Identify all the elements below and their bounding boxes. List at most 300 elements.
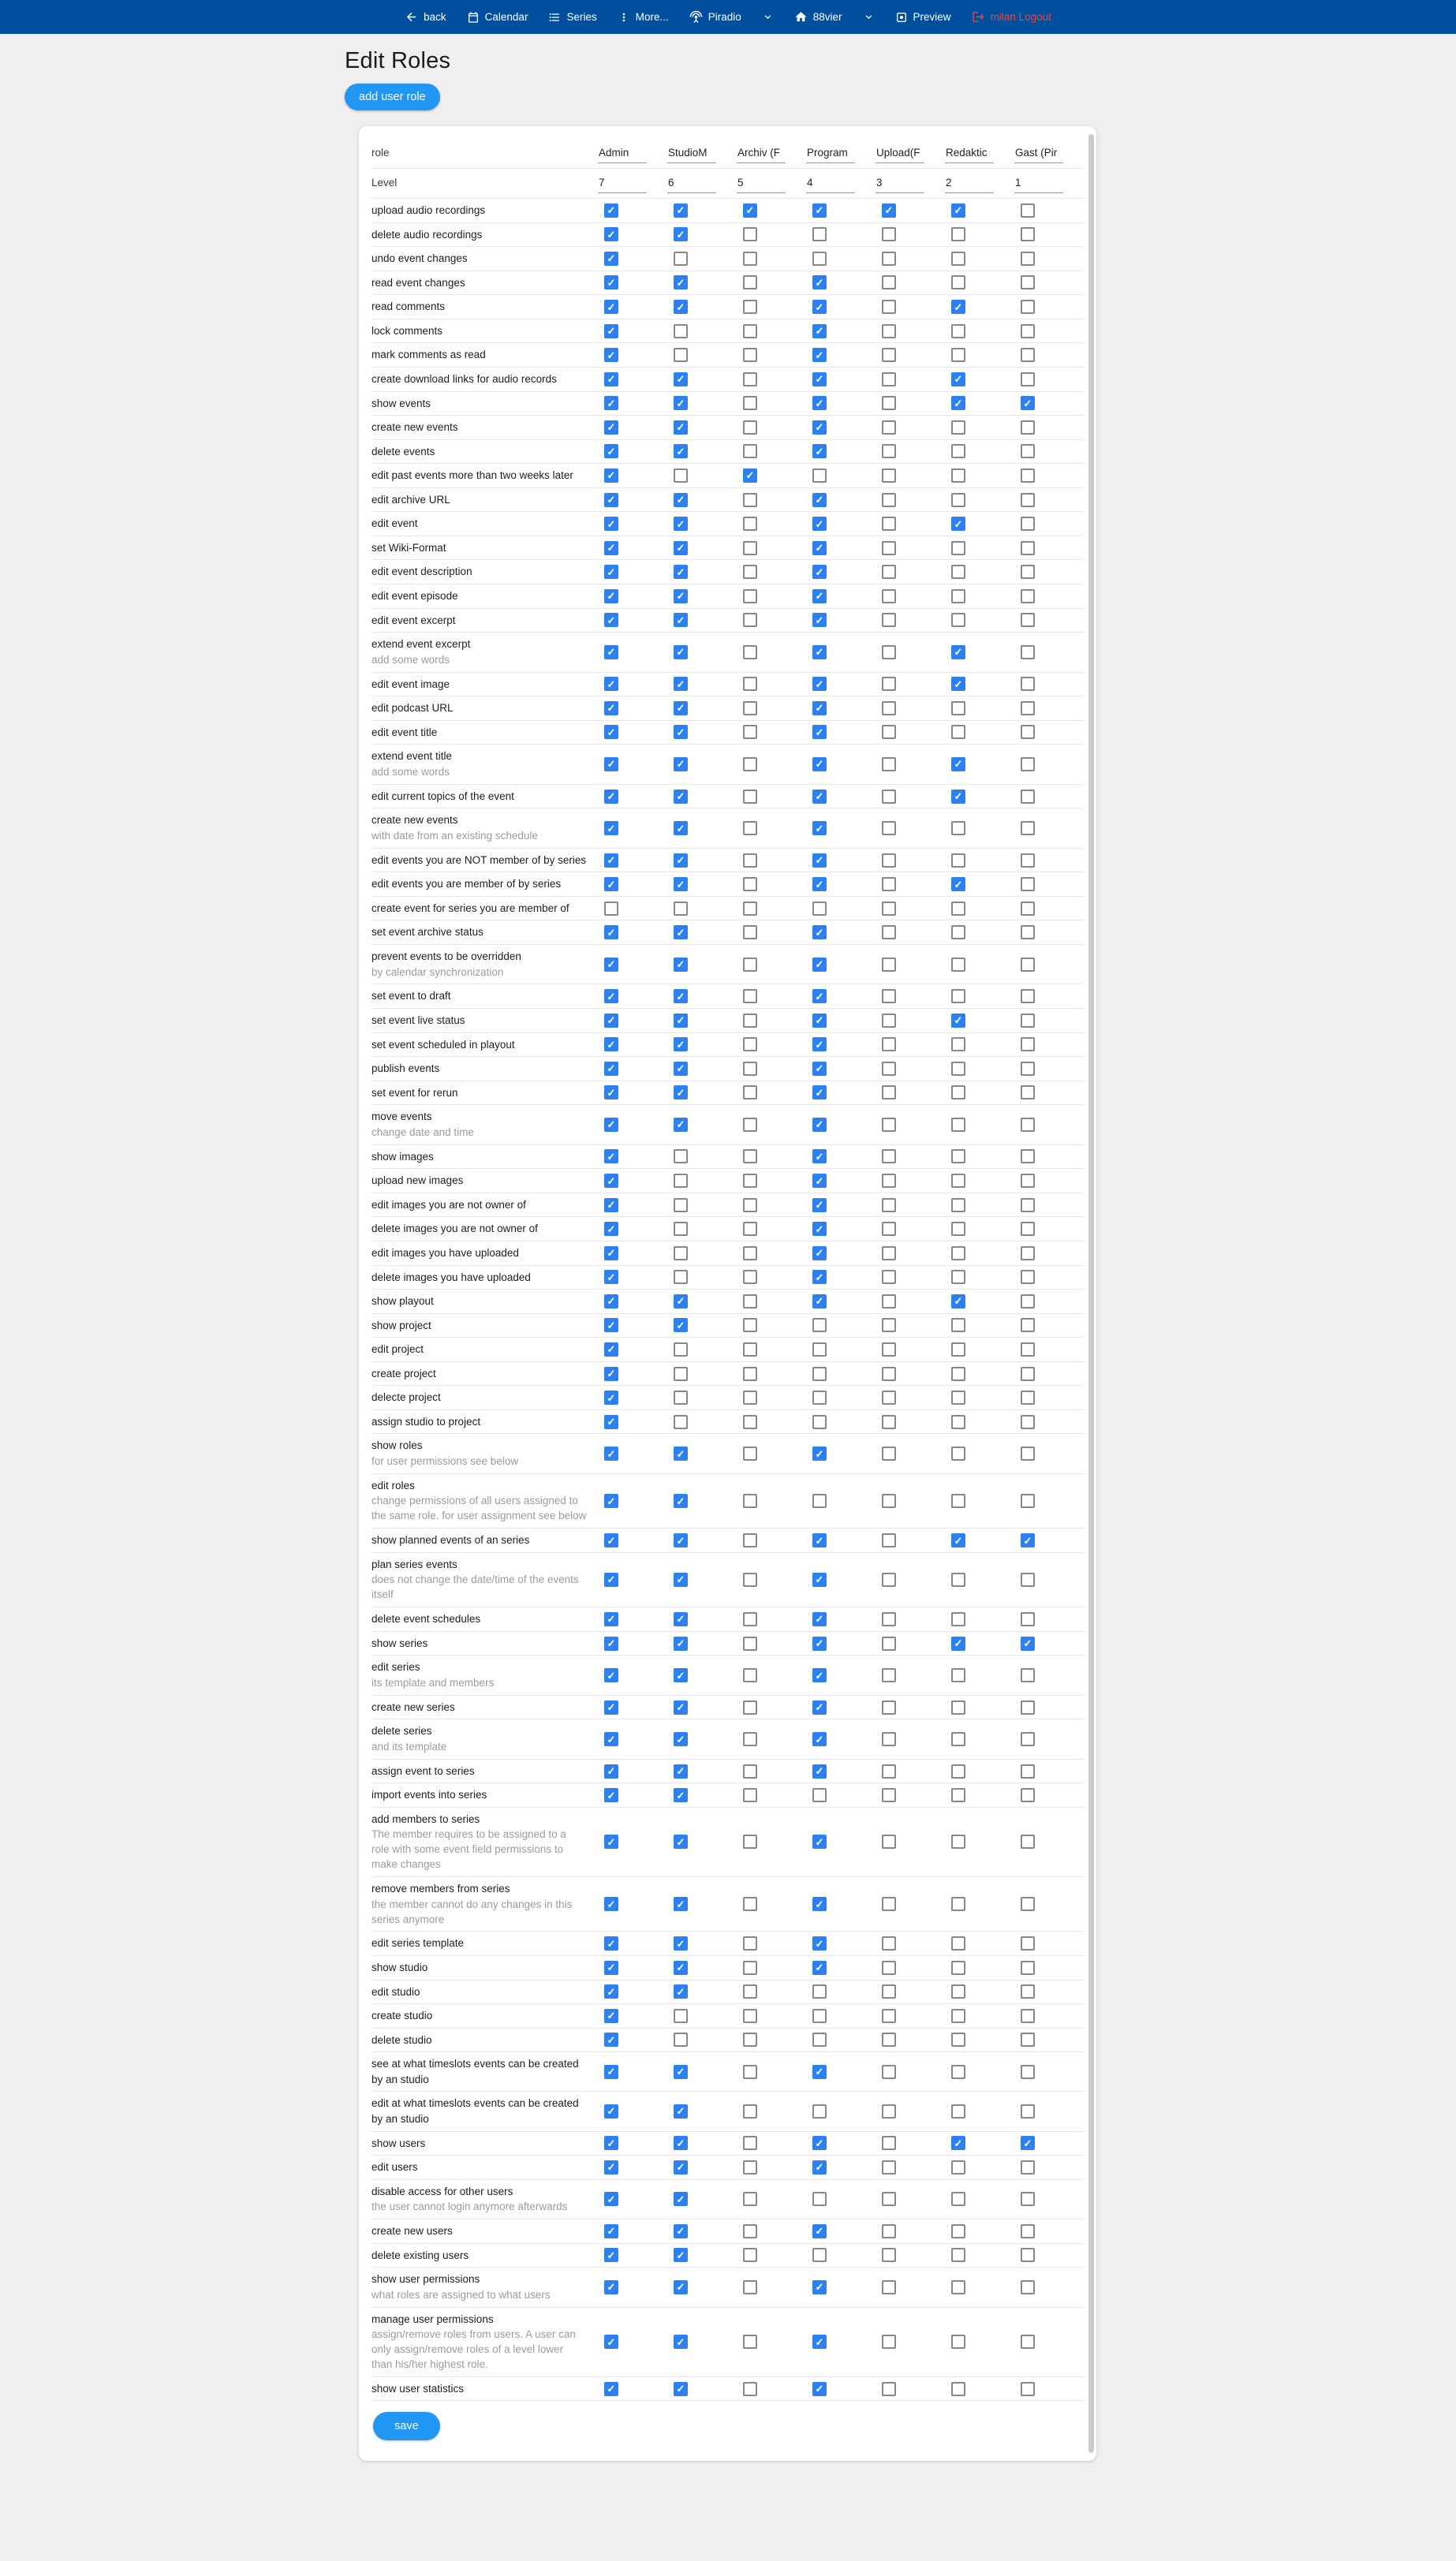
permission-checkbox[interactable] — [812, 1118, 827, 1132]
permission-checkbox[interactable] — [882, 1984, 896, 1999]
permission-checkbox[interactable] — [743, 1668, 757, 1682]
permission-checkbox[interactable] — [812, 517, 827, 531]
permission-checkbox[interactable] — [743, 1118, 757, 1132]
permission-checkbox[interactable] — [812, 958, 827, 972]
permission-checkbox[interactable] — [882, 203, 896, 218]
permission-checkbox[interactable] — [1021, 821, 1035, 835]
permission-checkbox[interactable] — [812, 2033, 827, 2047]
permission-checkbox[interactable] — [1021, 2280, 1035, 2294]
permission-checkbox[interactable] — [882, 1961, 896, 1975]
permission-checkbox[interactable] — [951, 902, 965, 916]
permission-checkbox[interactable] — [743, 1294, 757, 1308]
permission-checkbox[interactable] — [1021, 989, 1035, 1003]
permission-checkbox[interactable] — [674, 1936, 688, 1951]
permission-checkbox[interactable] — [674, 517, 688, 531]
permission-checkbox[interactable] — [951, 1367, 965, 1381]
permission-checkbox[interactable] — [674, 2009, 688, 2023]
permission-checkbox[interactable] — [604, 1198, 618, 1212]
permission-checkbox[interactable] — [951, 1612, 965, 1626]
permission-checkbox[interactable] — [812, 2009, 827, 2023]
permission-checkbox[interactable] — [743, 877, 757, 891]
permission-checkbox[interactable] — [674, 2160, 688, 2175]
permission-checkbox[interactable] — [882, 1342, 896, 1357]
permission-checkbox[interactable] — [1021, 1222, 1035, 1236]
nav-back[interactable] — [405, 10, 446, 24]
permission-checkbox[interactable] — [743, 1014, 757, 1028]
permission-checkbox[interactable] — [1021, 2224, 1035, 2238]
permission-checkbox[interactable] — [604, 1391, 618, 1405]
permission-checkbox[interactable] — [882, 1788, 896, 1802]
permission-checkbox[interactable] — [951, 877, 965, 891]
permission-checkbox[interactable] — [951, 853, 965, 868]
permission-checkbox[interactable] — [674, 396, 688, 410]
permission-checkbox[interactable] — [743, 1788, 757, 1802]
permission-checkbox[interactable] — [604, 2248, 618, 2262]
permission-checkbox[interactable] — [674, 203, 688, 218]
permission-checkbox[interactable] — [743, 324, 757, 338]
permission-checkbox[interactable] — [951, 324, 965, 338]
permission-checkbox[interactable] — [882, 1936, 896, 1951]
permission-checkbox[interactable] — [812, 2192, 827, 2206]
permission-checkbox[interactable] — [1021, 790, 1035, 804]
permission-checkbox[interactable] — [951, 2280, 965, 2294]
permission-checkbox[interactable] — [1021, 1367, 1035, 1381]
permission-checkbox[interactable] — [743, 1246, 757, 1260]
permission-checkbox[interactable] — [1021, 275, 1035, 289]
permission-checkbox[interactable] — [604, 1788, 618, 1802]
permission-checkbox[interactable] — [951, 2160, 965, 2175]
role-name-input[interactable] — [945, 145, 994, 163]
permission-checkbox[interactable] — [604, 1062, 618, 1076]
permission-checkbox[interactable] — [743, 1174, 757, 1188]
permission-checkbox[interactable] — [604, 2104, 618, 2119]
permission-checkbox[interactable] — [674, 493, 688, 507]
permission-checkbox[interactable] — [743, 1391, 757, 1405]
permission-checkbox[interactable] — [674, 989, 688, 1003]
permission-checkbox[interactable] — [674, 958, 688, 972]
permission-checkbox[interactable] — [882, 565, 896, 579]
permission-checkbox[interactable] — [882, 790, 896, 804]
permission-checkbox[interactable] — [674, 1391, 688, 1405]
permission-checkbox[interactable] — [1021, 2033, 1035, 2047]
permission-checkbox[interactable] — [882, 2104, 896, 2119]
permission-checkbox[interactable] — [951, 541, 965, 555]
permission-checkbox[interactable] — [1021, 2192, 1035, 2206]
permission-checkbox[interactable] — [882, 1415, 896, 1429]
permission-checkbox[interactable] — [674, 589, 688, 603]
permission-checkbox[interactable] — [604, 645, 618, 659]
permission-checkbox[interactable] — [882, 469, 896, 483]
permission-checkbox[interactable] — [812, 252, 827, 266]
permission-checkbox[interactable] — [674, 2033, 688, 2047]
vertical-scrollbar[interactable] — [1088, 134, 1094, 2453]
permission-checkbox[interactable] — [812, 1788, 827, 1802]
permission-checkbox[interactable] — [604, 877, 618, 891]
permission-checkbox[interactable] — [812, 2224, 827, 2238]
permission-checkbox[interactable] — [674, 1700, 688, 1715]
permission-checkbox[interactable] — [951, 1342, 965, 1357]
permission-checkbox[interactable] — [812, 989, 827, 1003]
permission-checkbox[interactable] — [951, 1700, 965, 1715]
permission-checkbox[interactable] — [951, 1294, 965, 1308]
permission-checkbox[interactable] — [743, 1897, 757, 1911]
permission-checkbox[interactable] — [743, 2280, 757, 2294]
permission-checkbox[interactable] — [812, 1318, 827, 1332]
permission-checkbox[interactable] — [743, 275, 757, 289]
permission-checkbox[interactable] — [743, 1198, 757, 1212]
permission-checkbox[interactable] — [951, 757, 965, 771]
permission-checkbox[interactable] — [743, 821, 757, 835]
permission-checkbox[interactable] — [812, 645, 827, 659]
permission-checkbox[interactable] — [674, 2224, 688, 2238]
permission-checkbox[interactable] — [743, 757, 757, 771]
permission-checkbox[interactable] — [882, 853, 896, 868]
permission-checkbox[interactable] — [812, 2335, 827, 2349]
permission-checkbox[interactable] — [743, 1732, 757, 1746]
permission-checkbox[interactable] — [604, 444, 618, 458]
permission-checkbox[interactable] — [812, 275, 827, 289]
permission-checkbox[interactable] — [674, 1637, 688, 1651]
permission-checkbox[interactable] — [674, 2382, 688, 2396]
permission-checkbox[interactable] — [882, 1367, 896, 1381]
permission-checkbox[interactable] — [951, 1415, 965, 1429]
permission-checkbox[interactable] — [812, 1198, 827, 1212]
permission-checkbox[interactable] — [674, 821, 688, 835]
permission-checkbox[interactable] — [1021, 420, 1035, 435]
permission-checkbox[interactable] — [604, 1700, 618, 1715]
nav-station[interactable] — [794, 10, 842, 24]
permission-checkbox[interactable] — [674, 1198, 688, 1212]
permission-checkbox[interactable] — [812, 1764, 827, 1779]
permission-checkbox[interactable] — [882, 677, 896, 691]
permission-checkbox[interactable] — [743, 2382, 757, 2396]
permission-checkbox[interactable] — [604, 541, 618, 555]
permission-checkbox[interactable] — [951, 1897, 965, 1911]
permission-checkbox[interactable] — [1021, 1668, 1035, 1682]
permission-checkbox[interactable] — [743, 203, 757, 218]
permission-checkbox[interactable] — [674, 853, 688, 868]
permission-checkbox[interactable] — [604, 1764, 618, 1779]
permission-checkbox[interactable] — [882, 645, 896, 659]
permission-checkbox[interactable] — [743, 1835, 757, 1849]
permission-checkbox[interactable] — [882, 2033, 896, 2047]
permission-checkbox[interactable] — [951, 613, 965, 627]
permission-checkbox[interactable] — [951, 1037, 965, 1051]
permission-checkbox[interactable] — [1021, 853, 1035, 868]
permission-checkbox[interactable] — [882, 1118, 896, 1132]
permission-checkbox[interactable] — [812, 1174, 827, 1188]
permission-checkbox[interactable] — [674, 1270, 688, 1284]
permission-checkbox[interactable] — [743, 1222, 757, 1236]
permission-checkbox[interactable] — [604, 1612, 618, 1626]
permission-checkbox[interactable] — [1021, 252, 1035, 266]
permission-checkbox[interactable] — [1021, 517, 1035, 531]
permission-checkbox[interactable] — [812, 1085, 827, 1099]
permission-checkbox[interactable] — [951, 2248, 965, 2262]
permission-checkbox[interactable] — [812, 348, 827, 362]
permission-checkbox[interactable] — [604, 725, 618, 739]
permission-checkbox[interactable] — [604, 821, 618, 835]
permission-checkbox[interactable] — [743, 2065, 757, 2079]
permission-checkbox[interactable] — [1021, 2104, 1035, 2119]
permission-checkbox[interactable] — [604, 958, 618, 972]
permission-checkbox[interactable] — [674, 877, 688, 891]
permission-checkbox[interactable] — [951, 396, 965, 410]
permission-checkbox[interactable] — [812, 1222, 827, 1236]
permission-checkbox[interactable] — [604, 1835, 618, 1849]
permission-checkbox[interactable] — [1021, 1014, 1035, 1028]
permission-checkbox[interactable] — [1021, 396, 1035, 410]
permission-checkbox[interactable] — [951, 275, 965, 289]
permission-checkbox[interactable] — [812, 1494, 827, 1508]
permission-checkbox[interactable] — [1021, 1270, 1035, 1284]
permission-checkbox[interactable] — [743, 1062, 757, 1076]
permission-checkbox[interactable] — [604, 469, 618, 483]
role-level-input[interactable] — [737, 175, 786, 193]
permission-checkbox[interactable] — [882, 1062, 896, 1076]
permission-checkbox[interactable] — [882, 1573, 896, 1587]
permission-checkbox[interactable] — [743, 589, 757, 603]
permission-checkbox[interactable] — [1021, 1149, 1035, 1163]
permission-checkbox[interactable] — [951, 1174, 965, 1188]
nav-calendar[interactable] — [467, 11, 528, 24]
permission-checkbox[interactable] — [674, 1174, 688, 1188]
permission-checkbox[interactable] — [604, 2009, 618, 2023]
permission-checkbox[interactable] — [743, 1573, 757, 1587]
permission-checkbox[interactable] — [604, 1936, 618, 1951]
permission-checkbox[interactable] — [882, 1085, 896, 1099]
permission-checkbox[interactable] — [812, 565, 827, 579]
permission-checkbox[interactable] — [882, 1897, 896, 1911]
permission-checkbox[interactable] — [882, 2160, 896, 2175]
permission-checkbox[interactable] — [1021, 2335, 1035, 2349]
permission-checkbox[interactable] — [604, 396, 618, 410]
permission-checkbox[interactable] — [604, 1573, 618, 1587]
permission-checkbox[interactable] — [604, 565, 618, 579]
permission-checkbox[interactable] — [674, 2192, 688, 2206]
permission-checkbox[interactable] — [674, 1014, 688, 1028]
permission-checkbox[interactable] — [951, 1788, 965, 1802]
nav-preview[interactable] — [895, 11, 951, 24]
permission-checkbox[interactable] — [1021, 589, 1035, 603]
permission-checkbox[interactable] — [882, 1533, 896, 1547]
permission-checkbox[interactable] — [674, 1612, 688, 1626]
permission-checkbox[interactable] — [951, 227, 965, 241]
permission-checkbox[interactable] — [743, 853, 757, 868]
permission-checkbox[interactable] — [882, 725, 896, 739]
permission-checkbox[interactable] — [812, 1149, 827, 1163]
permission-checkbox[interactable] — [882, 1198, 896, 1212]
permission-checkbox[interactable] — [743, 1342, 757, 1357]
role-name-input[interactable] — [1014, 145, 1063, 163]
permission-checkbox[interactable] — [882, 589, 896, 603]
permission-checkbox[interactable] — [812, 1391, 827, 1405]
permission-checkbox[interactable] — [674, 725, 688, 739]
permission-checkbox[interactable] — [674, 2335, 688, 2349]
permission-checkbox[interactable] — [743, 2104, 757, 2119]
permission-checkbox[interactable] — [1021, 565, 1035, 579]
permission-checkbox[interactable] — [812, 1062, 827, 1076]
permission-checkbox[interactable] — [882, 902, 896, 916]
permission-checkbox[interactable] — [604, 2033, 618, 2047]
permission-checkbox[interactable] — [812, 203, 827, 218]
permission-checkbox[interactable] — [882, 1391, 896, 1405]
permission-checkbox[interactable] — [1021, 469, 1035, 483]
permission-checkbox[interactable] — [743, 1984, 757, 1999]
permission-checkbox[interactable] — [882, 1835, 896, 1849]
permission-checkbox[interactable] — [951, 1149, 965, 1163]
permission-checkbox[interactable] — [604, 2065, 618, 2079]
permission-checkbox[interactable] — [1021, 1037, 1035, 1051]
permission-checkbox[interactable] — [882, 1700, 896, 1715]
permission-checkbox[interactable] — [1021, 1533, 1035, 1547]
permission-checkbox[interactable] — [604, 227, 618, 241]
permission-checkbox[interactable] — [882, 1037, 896, 1051]
permission-checkbox[interactable] — [674, 275, 688, 289]
permission-checkbox[interactable] — [1021, 1342, 1035, 1357]
station-dropdown-chevron-icon[interactable] — [863, 11, 875, 23]
permission-checkbox[interactable] — [1021, 1573, 1035, 1587]
permission-checkbox[interactable] — [812, 1342, 827, 1357]
permission-checkbox[interactable] — [812, 821, 827, 835]
permission-checkbox[interactable] — [882, 324, 896, 338]
permission-checkbox[interactable] — [812, 1961, 827, 1975]
permission-checkbox[interactable] — [743, 444, 757, 458]
role-level-input[interactable] — [806, 175, 855, 193]
permission-checkbox[interactable] — [604, 853, 618, 868]
permission-checkbox[interactable] — [812, 1037, 827, 1051]
permission-checkbox[interactable] — [1021, 877, 1035, 891]
permission-checkbox[interactable] — [812, 2136, 827, 2150]
permission-checkbox[interactable] — [1021, 324, 1035, 338]
permission-checkbox[interactable] — [743, 1936, 757, 1951]
permission-checkbox[interactable] — [951, 645, 965, 659]
permission-checkbox[interactable] — [674, 701, 688, 715]
permission-checkbox[interactable] — [951, 1198, 965, 1212]
permission-checkbox[interactable] — [1021, 1612, 1035, 1626]
permission-checkbox[interactable] — [674, 1764, 688, 1779]
permission-checkbox[interactable] — [674, 1668, 688, 1682]
permission-checkbox[interactable] — [882, 1270, 896, 1284]
permission-checkbox[interactable] — [1021, 203, 1035, 218]
role-name-input[interactable] — [806, 145, 855, 163]
permission-checkbox[interactable] — [604, 1174, 618, 1188]
permission-checkbox[interactable] — [1021, 1118, 1035, 1132]
permission-checkbox[interactable] — [951, 989, 965, 1003]
permission-checkbox[interactable] — [743, 1961, 757, 1975]
permission-checkbox[interactable] — [604, 1415, 618, 1429]
permission-checkbox[interactable] — [1021, 1294, 1035, 1308]
permission-checkbox[interactable] — [743, 1415, 757, 1429]
permission-checkbox[interactable] — [743, 541, 757, 555]
permission-checkbox[interactable] — [674, 1835, 688, 1849]
permission-checkbox[interactable] — [674, 677, 688, 691]
role-name-input[interactable] — [737, 145, 786, 163]
permission-checkbox[interactable] — [1021, 227, 1035, 241]
permission-checkbox[interactable] — [882, 275, 896, 289]
permission-checkbox[interactable] — [882, 613, 896, 627]
permission-checkbox[interactable] — [604, 1447, 618, 1461]
permission-checkbox[interactable] — [1021, 1788, 1035, 1802]
permission-checkbox[interactable] — [743, 565, 757, 579]
permission-checkbox[interactable] — [1021, 958, 1035, 972]
permission-checkbox[interactable] — [674, 1415, 688, 1429]
permission-checkbox[interactable] — [951, 1118, 965, 1132]
permission-checkbox[interactable] — [604, 1270, 618, 1284]
permission-checkbox[interactable] — [604, 1342, 618, 1357]
permission-checkbox[interactable] — [951, 677, 965, 691]
permission-checkbox[interactable] — [674, 613, 688, 627]
permission-checkbox[interactable] — [604, 420, 618, 435]
permission-checkbox[interactable] — [951, 725, 965, 739]
permission-checkbox[interactable] — [674, 252, 688, 266]
permission-checkbox[interactable] — [812, 469, 827, 483]
permission-checkbox[interactable] — [743, 372, 757, 386]
permission-checkbox[interactable] — [882, 348, 896, 362]
permission-checkbox[interactable] — [604, 1367, 618, 1381]
permission-checkbox[interactable] — [1021, 1085, 1035, 1099]
permission-checkbox[interactable] — [674, 2104, 688, 2119]
permission-checkbox[interactable] — [951, 2335, 965, 2349]
permission-checkbox[interactable] — [674, 1085, 688, 1099]
permission-checkbox[interactable] — [812, 1612, 827, 1626]
permission-checkbox[interactable] — [882, 420, 896, 435]
permission-checkbox[interactable] — [604, 790, 618, 804]
permission-checkbox[interactable] — [951, 2009, 965, 2023]
permission-checkbox[interactable] — [604, 1668, 618, 1682]
permission-checkbox[interactable] — [951, 1835, 965, 1849]
permission-checkbox[interactable] — [604, 1294, 618, 1308]
permission-checkbox[interactable] — [674, 348, 688, 362]
permission-checkbox[interactable] — [812, 420, 827, 435]
permission-checkbox[interactable] — [1021, 902, 1035, 916]
permission-checkbox[interactable] — [674, 372, 688, 386]
permission-checkbox[interactable] — [743, 469, 757, 483]
permission-checkbox[interactable] — [812, 2104, 827, 2119]
permission-checkbox[interactable] — [1021, 2009, 1035, 2023]
permission-checkbox[interactable] — [951, 1668, 965, 1682]
permission-checkbox[interactable] — [882, 701, 896, 715]
permission-checkbox[interactable] — [604, 1222, 618, 1236]
role-name-input[interactable] — [875, 145, 924, 163]
permission-checkbox[interactable] — [812, 1294, 827, 1308]
permission-checkbox[interactable] — [812, 444, 827, 458]
permission-checkbox[interactable] — [743, 1270, 757, 1284]
permission-checkbox[interactable] — [743, 300, 757, 314]
permission-checkbox[interactable] — [951, 2136, 965, 2150]
permission-checkbox[interactable] — [674, 1222, 688, 1236]
permission-checkbox[interactable] — [1021, 757, 1035, 771]
permission-checkbox[interactable] — [604, 2224, 618, 2238]
permission-checkbox[interactable] — [812, 2160, 827, 2175]
role-level-input[interactable] — [945, 175, 994, 193]
permission-checkbox[interactable] — [951, 469, 965, 483]
permission-checkbox[interactable] — [743, 1085, 757, 1099]
permission-checkbox[interactable] — [674, 925, 688, 939]
permission-checkbox[interactable] — [951, 1014, 965, 1028]
permission-checkbox[interactable] — [951, 821, 965, 835]
permission-checkbox[interactable] — [743, 2160, 757, 2175]
permission-checkbox[interactable] — [812, 853, 827, 868]
permission-checkbox[interactable] — [882, 757, 896, 771]
permission-checkbox[interactable] — [812, 902, 827, 916]
permission-checkbox[interactable] — [812, 300, 827, 314]
permission-checkbox[interactable] — [812, 324, 827, 338]
permission-checkbox[interactable] — [743, 1494, 757, 1508]
permission-checkbox[interactable] — [743, 2192, 757, 2206]
permission-checkbox[interactable] — [743, 701, 757, 715]
permission-checkbox[interactable] — [674, 541, 688, 555]
